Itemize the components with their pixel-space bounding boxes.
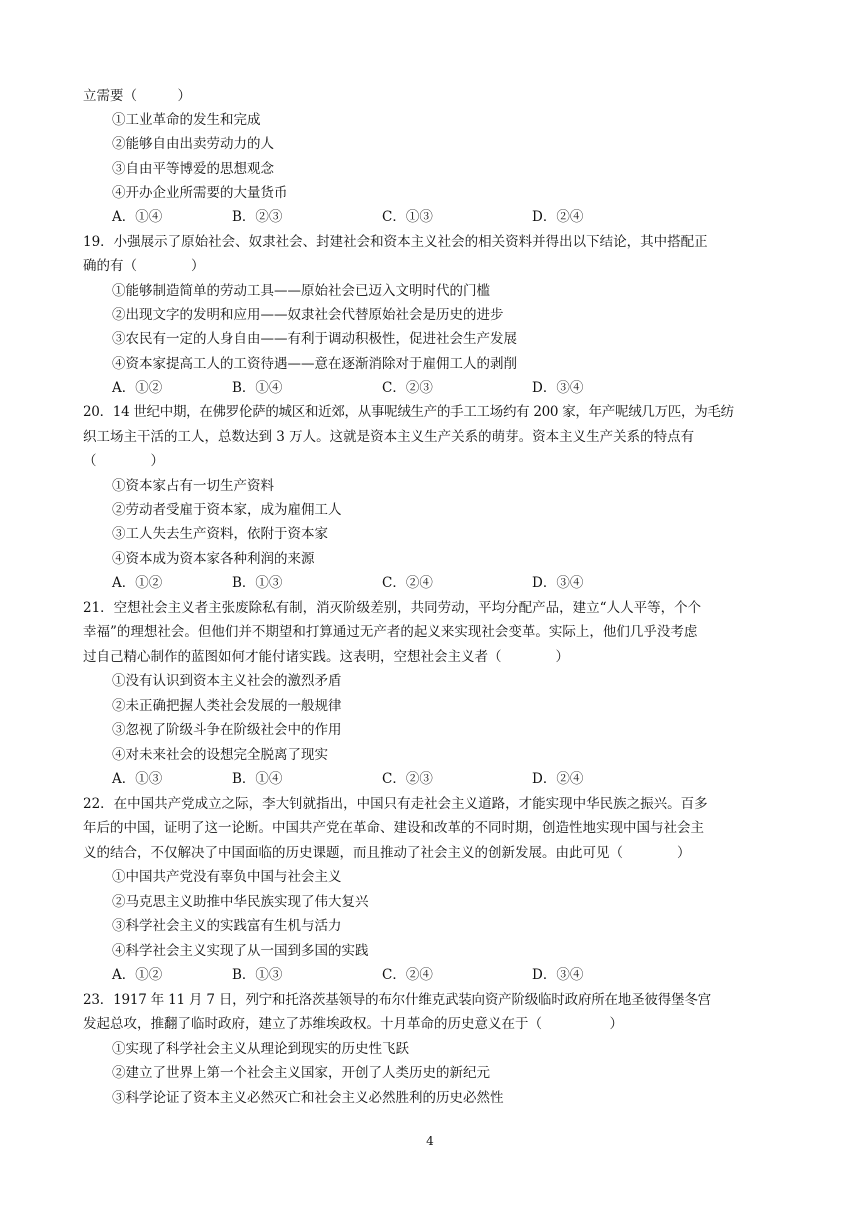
q20-choice-b: B．①③ <box>232 575 283 591</box>
q22-option-2: ②马克思主义助推中华民族实现了伟大复兴 <box>112 894 369 910</box>
q21-choice-a: A．①③ <box>112 771 163 787</box>
q21-answer-choices <box>112 767 712 791</box>
q22-choice-b: B．①③ <box>232 967 283 983</box>
q23-option-2: ②建立了世界上第一个社会主义国家，开创了人类历史的新纪元 <box>112 1065 490 1081</box>
q21-option-1: ①没有认识到资本主义社会的激烈矛盾 <box>112 673 342 689</box>
q18-choice-a: A．①④ <box>112 209 163 225</box>
q19-option-2: ②出现文字的发明和应用——奴隶社会代替原始社会是历史的进步 <box>112 307 504 323</box>
q20-choice-d: D．③④ <box>532 575 584 591</box>
q23-option-1: ①实现了科学社会主义从理论到现实的历史性飞跃 <box>112 1041 409 1057</box>
q19-option-4: ④资本家提高工人的工资待遇——意在逐渐消除对于雇佣工人的剥削 <box>112 356 517 372</box>
q19-option-1: ①能够制造简单的劳动工具——原始社会已迈入文明时代的门槛 <box>112 283 490 299</box>
q19-stem-line-2: 确的有（ ） <box>83 258 205 274</box>
q19-answer-choices <box>112 376 712 400</box>
q20-stem-line-1: 20．14 世纪中期，在佛罗伦萨的城区和近郊，从事呢绒生产的手工工场约有 200 家，年产呢绒几万匹，为毛纺 <box>83 404 734 420</box>
q23-stem-line-2: 发起总攻，推翻了临时政府，建立了苏维埃政权。十月革命的历史意义在于（ ） <box>83 1016 623 1032</box>
page-number: 4 <box>426 1134 434 1148</box>
q21-option-2: ②未正确把握人类社会发展的一般规律 <box>112 698 342 714</box>
q20-stem-line-2: 织工场主干活的工人，总数达到 3 万人。这就是资本主义生产关系的萌芽。资本主义生产关系的特点有 <box>83 429 695 445</box>
q22-option-3: ③科学社会主义的实践富有生机与活力 <box>112 918 342 934</box>
q19-option-3: ③农民有一定的人身自由——有利于调动积极性，促进社会生产发展 <box>112 331 517 347</box>
q20-option-2: ②劳动者受雇于资本家，成为雇佣工人 <box>112 502 342 518</box>
q21-choice-b: B．①④ <box>232 771 283 787</box>
q22-stem-line-3: 义的结合，不仅解决了中国面临的历史课题，而且推动了社会主义的创新发展。由此可见（ ） <box>83 845 691 861</box>
q22-option-4: ④科学社会主义实现了从一国到多国的实践 <box>112 943 369 959</box>
q19-stem-line-1: 19．小强展示了原始社会、奴隶社会、封建社会和资本主义社会的相关资料并得出以下结论，其中搭配正 <box>83 234 708 250</box>
q21-option-4: ④对未来社会的设想完全脱离了现实 <box>112 747 328 763</box>
q18-choice-b: B．②③ <box>232 209 283 225</box>
q21-choice-d: D．②④ <box>532 771 584 787</box>
q22-choice-c: C．②④ <box>382 967 433 983</box>
q19-choice-a: A．①② <box>112 380 163 396</box>
q22-answer-choices <box>112 963 712 987</box>
q20-stem-line-3: （ ） <box>83 453 164 469</box>
q20-choice-c: C．②④ <box>382 575 433 591</box>
q23-option-3: ③科学论证了资本主义必然灭亡和社会主义必然胜利的历史必然性 <box>112 1090 504 1106</box>
q22-stem-line-2: 年后的中国，证明了这一论断。中国共产党在革命、建设和改革的不同时期，创造性地实现中国与社会主 <box>83 820 704 836</box>
q21-stem-line-2: 幸福”的理想社会。但他们并不期望和打算通过无产者的起义来实现社会变革。实际上，他们几乎没考虑 <box>83 624 698 640</box>
q20-option-4: ④资本成为资本家各种利润的来源 <box>112 551 315 567</box>
q22-choice-d: D．③④ <box>532 967 584 983</box>
q22-stem-line-1: 22．在中国共产党成立之际，李大钊就指出，中国只有走社会主义道路，才能实现中华民族之振兴。百多 <box>83 796 708 812</box>
q18-option-4: ④开办企业所需要的大量货币 <box>112 185 288 201</box>
q21-choice-c: C．②③ <box>382 771 433 787</box>
q18-option-1: ①工业革命的发生和完成 <box>112 112 261 128</box>
q20-choice-a: A．①② <box>112 575 163 591</box>
q20-answer-choices <box>112 571 712 595</box>
q20-option-1: ①资本家占有一切生产资料 <box>112 478 274 494</box>
q18-option-3: ③自由平等博爱的思想观念 <box>112 161 274 177</box>
q18-stem-continuation: 立需要（ ） <box>83 88 191 104</box>
q23-stem-line-1: 23．1917 年 11 月 7 日，列宁和托洛茨基领导的布尔什维克武装向资产阶级临时政府所在地圣彼得堡冬宫 <box>83 992 711 1008</box>
q22-option-1: ①中国共产党没有辜负中国与社会主义 <box>112 869 342 885</box>
q21-stem-line-1: 21．空想社会主义者主张废除私有制，消灭阶级差别，共同劳动，平均分配产品，建立“人人平等，个个 <box>83 600 702 616</box>
q19-choice-c: C．②③ <box>382 380 433 396</box>
q18-answer-choices <box>112 205 712 229</box>
q20-option-3: ③工人失去生产资料，依附于资本家 <box>112 526 328 542</box>
q19-choice-d: D．③④ <box>532 380 584 396</box>
q18-option-2: ②能够自由出卖劳动力的人 <box>112 136 274 152</box>
q21-stem-line-3: 过自己精心制作的蓝图如何才能付诸实践。这表明，空想社会主义者（ ） <box>83 649 569 665</box>
q18-choice-c: C．①③ <box>382 209 433 225</box>
q19-choice-b: B．①④ <box>232 380 283 396</box>
q21-option-3: ③忽视了阶级斗争在阶级社会中的作用 <box>112 722 342 738</box>
q22-choice-a: A．①② <box>112 967 163 983</box>
q18-choice-d: D．②④ <box>532 209 584 225</box>
